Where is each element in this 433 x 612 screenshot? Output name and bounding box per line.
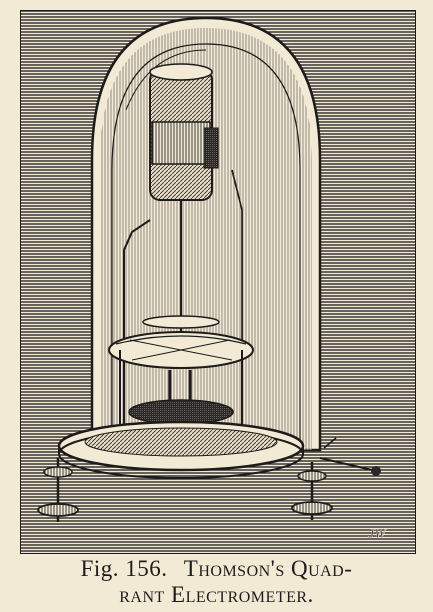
caption-line-2: rant Electrometer. xyxy=(119,582,314,607)
figure-caption xyxy=(0,556,433,608)
mirror-box xyxy=(204,128,218,168)
electrometer-engraving xyxy=(20,10,416,554)
figure-number: Fig. 156. xyxy=(80,556,168,581)
caption-title-part-1: Thomson's Quad- xyxy=(183,556,353,581)
engraver-monogram: JW xyxy=(368,527,386,542)
acid-dish xyxy=(129,400,233,424)
caption-line-1 xyxy=(0,556,433,582)
